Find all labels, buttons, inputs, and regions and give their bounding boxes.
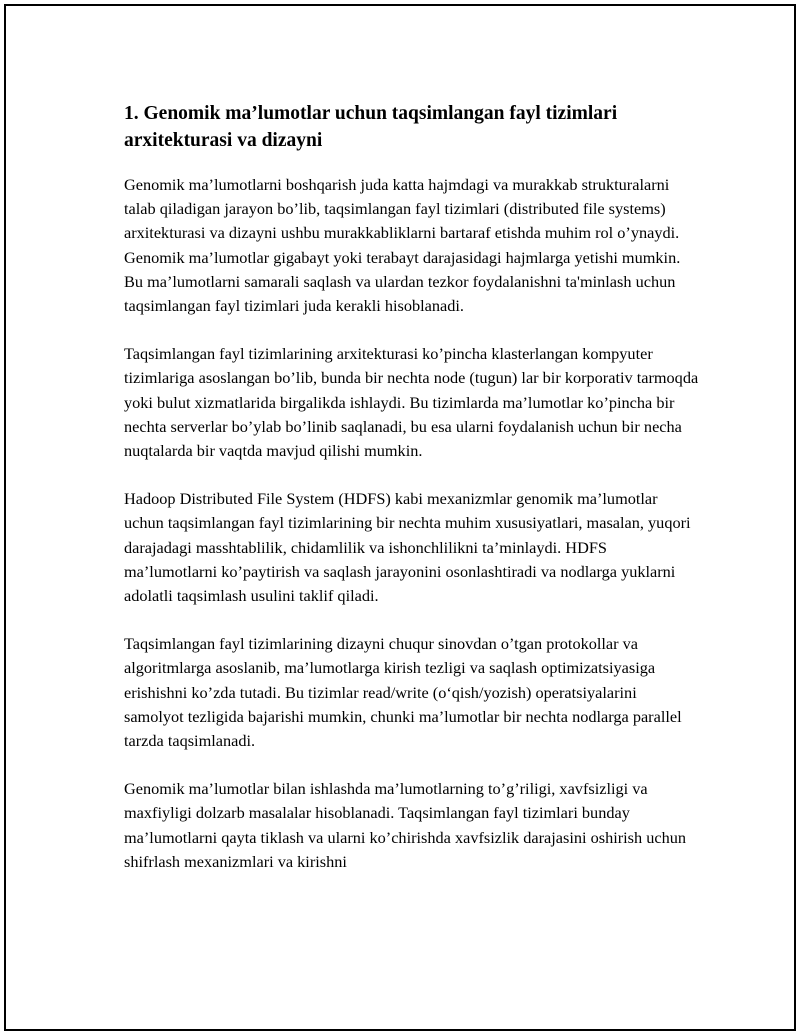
paragraph: Taqsimlangan fayl tizimlarining arxitekturasi ko’pincha klasterlangan kompyuter tizimlariga asoslangan bo’lib, bunda bir nechta node (tugun) lar bir korporativ tarmoqda yoki bulut xizmatlarida birgalikda ishlaydi. Bu tizimlarda ma’lumotlar ko’pincha bir nechta serverlar bo’ylab bo’linib saqlanadi, bu esa ularni foydalanish uchun bir necha nuqtalarda bir vaqtda mavjud qilishi mumkin. [124,344,699,461]
paragraph: Taqsimlangan fayl tizimlarining dizayni chuqur sinovdan o’tgan protokollar va algoritmlarga asoslanib, ma’lumotlarga kirish tezligi va saqlash optimizatsiyasiga erishishni ko’zda tutadi. Bu tizimlar read/write (o‘qish/yozish) operatsiyalarini samolyot tezligida bajarishi mumkin, chunki ma’lumotlar bir nechta nodlarga parallel tarzda taqsimlanadi. [124,634,682,751]
paragraph: Hadoop Distributed File System (HDFS) kabi mexanizmlar genomik ma’lumotlar uchun taqsimlangan fayl tizimlarining bir nechta muhim xususiyatlari, masalan, yuqori darajadagi masshtablilik, chidamlilik va ishonchlilikni ta’minlaydi. HDFS ma’lumotlarni ko’paytirish va saqlash jarayonini osonlashtiradi va nodlarga yuklarni adolatli taqsimlash usulini taklif qiladi. [124,489,691,606]
section-heading: 1. Genomik ma’lumotlar uchun taqsimlangan fayl tizimlari arxitekturasi va dizayni [124,103,618,151]
document-body [124,100,699,898]
page-frame [4,4,796,1031]
paragraph: Genomik ma’lumotlar bilan ishlashda ma’lumotlarning to’g’riligi, xavfsizligi va maxfiyligi dolzarb masalalar hisoblanadi. Taqsimlangan fayl tizimlari bunday ma’lumotlarni qayta tiklash va ularni ko’chirishda xavfsizlik darajasini oshirish uchun shifrlash mexanizmlari va kirishni [124,779,687,871]
paragraph: Genomik ma’lumotlarni boshqarish juda katta hajmdagi va murakkab strukturalarni talab qiladigan jarayon bo’lib, taqsimlangan fayl tizimlari (distributed file systems) arxitekturasi va dizayni ushbu murakkabliklarni bartaraf etishda muhim rol o’ynaydi. Genomik ma’lumotlar gigabayt yoki terabayt darajasidagi hajmlarga yetishi mumkin. Bu ma’lumotlarni samarali saqlash va ulardan tezkor foydalanishni ta'minlash uchun taqsimlangan fayl tizimlari juda kerakli hisoblanadi. [124,175,681,316]
